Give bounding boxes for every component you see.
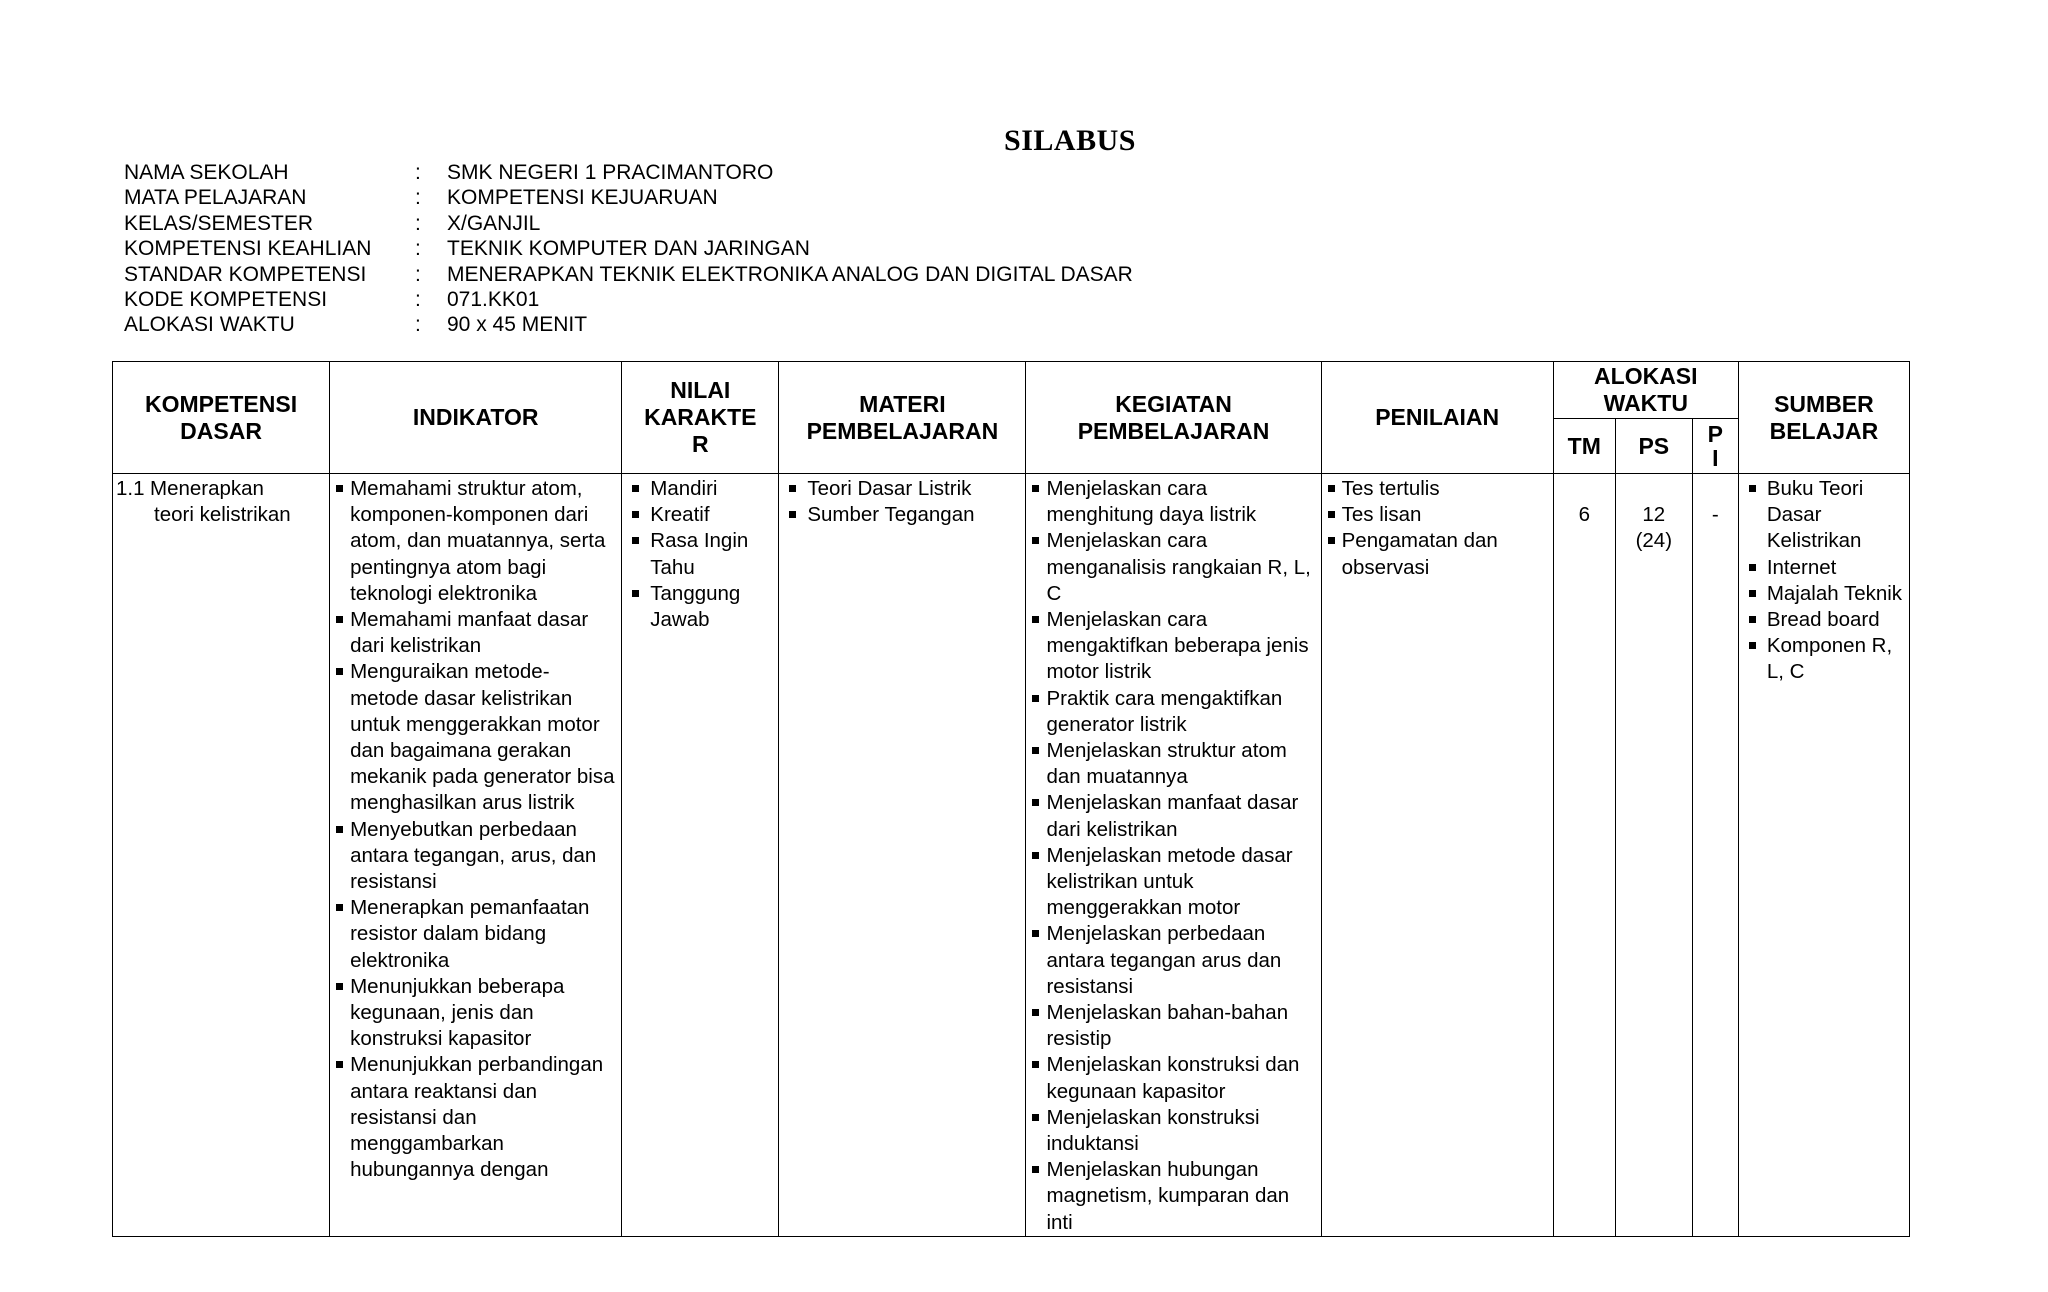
list-item: Menjelaskan cara menghitung daya listrik [1030,476,1316,528]
pi-value: - [1711,503,1719,526]
list-item: Menjelaskan konstruksi induktansi [1030,1105,1316,1157]
meta-value: 90 x 45 MENIT [447,313,588,337]
list-item: Menunjukkan beberapa kegunaan, jenis dan konstruksi kapasitor [334,974,617,1053]
meta-value: KOMPETENSI KEJUARUAN [447,186,718,210]
meta-value: MENERAPKAN TEKNIK ELEKTRONIKA ANALOG DAN DIGITAL DASAR [447,262,1133,286]
kd-title-cont: teori kelistrikan [154,503,291,527]
meta-row-kode-kompetensi [124,287,1133,312]
cell-sumber-belajar [1738,474,1909,1237]
ps-value: 12 [1642,503,1666,526]
list-item: Menjelaskan struktur atom dan muatannya [1030,738,1316,790]
list-item: Internet [1743,555,1905,581]
meta-value: X/GANJIL [447,211,541,235]
header-kegiatan-pembelajaran [1026,362,1321,474]
list-item: Menjelaskan cara mengaktifkan beberapa jenis motor listrik [1030,607,1316,686]
list-item: Bread board [1743,607,1905,633]
meta-label: ALOKASI WAKTU [124,313,295,337]
header-text: KEGIATAN [1115,390,1232,417]
meta-row-kompetensi-keahlian [124,236,1133,261]
list-item: Pengamatan dan observasi [1326,528,1549,580]
meta-value: TEKNIK KOMPUTER DAN JARINGAN [447,237,810,261]
meta-row-standar-kompetensi [124,262,1133,287]
header-penilaian [1321,362,1553,474]
kd-title: Menerapkan [150,477,264,500]
meta-label: KOMPETENSI KEAHLIAN [124,237,372,261]
cell-tm [1553,474,1615,1237]
meta-label: KODE KOMPETENSI [124,288,328,312]
cell-kompetensi-dasar [113,474,330,1237]
list-item: Menjelaskan konstruksi dan kegunaan kapasitor [1030,1052,1316,1104]
document-meta [124,160,1133,338]
list-item: Menjelaskan cara menganalisis rangkaian R, L, C [1030,528,1316,607]
list-item: Menerapkan pemanfaatan resistor dalam bidang elektronika [334,895,617,974]
list-item: Majalah Teknik [1743,581,1905,607]
list-item: Memahami manfaat dasar dari kelistrikan [334,607,617,659]
meta-colon: : [415,211,421,235]
meta-colon: : [415,161,421,184]
meta-label: MATA PELAJARAN [124,186,307,210]
cell-nilai-karakter [622,474,779,1237]
meta-label: KELAS/SEMESTER [124,211,314,235]
list-item: Menjelaskan manfaat dasar dari kelistrikan [1030,790,1316,842]
meta-row-nama-sekolah [124,160,1133,185]
list-item: Tanggung Jawab [626,581,774,633]
meta-colon: : [415,313,421,337]
list-item: Komponen R, L, C [1743,633,1905,685]
table-row [113,474,1910,1237]
header-alokasi-waktu [1553,362,1738,419]
list-item: Buku Teori Dasar Kelistrikan [1743,476,1905,555]
table-header-row [113,362,1910,419]
cell-kegiatan [1026,474,1321,1237]
header-text: MATERI [859,390,946,417]
cell-pi [1692,474,1738,1237]
list-item: Praktik cara mengaktifkan generator listrik [1030,686,1316,738]
header-text: PEMBELAJARAN [806,417,999,444]
header-tm: TM [1553,419,1615,474]
list-item: Menjelaskan hubungan magnetism, kumparan dan inti [1030,1157,1316,1236]
list-item: Tes tertulis [1326,476,1549,502]
meta-value: 071.KK01 [447,288,540,312]
list-item: Memahami struktur atom, komponen-komponen dari atom, dan muatannya, serta pentingnya atom bagi teknologi elektronika [334,476,617,607]
list-item: Menjelaskan bahan-bahan resistip [1030,1000,1316,1052]
header-sumber-belajar [1738,362,1909,474]
header-text: R [691,431,709,457]
meta-row-kelas-semester [124,211,1133,236]
header-text: PENILAIAN [1375,404,1500,430]
list-item: Menjelaskan perbedaan antara tegangan arus dan resistansi [1030,921,1316,1000]
ps-value-alt: (24) [1635,529,1673,553]
cell-indikator [330,474,622,1237]
list-item: Tes lisan [1326,502,1549,528]
header-text: PEMBELAJARAN [1077,417,1270,444]
list-item: Menguraikan metode-metode dasar kelistrikan untuk menggerakkan motor dan bagaimana gerakan mekanik pada generator bisa menghasilkan arus listrik [334,659,617,816]
header-text: WAKTU [1603,390,1688,416]
list-item: Teori Dasar Listrik [783,476,1021,502]
header-materi-pembelajaran [779,362,1026,474]
meta-label: STANDAR KOMPETENSI [124,262,367,286]
header-text: BELAJAR [1769,417,1879,444]
meta-colon: : [415,262,421,286]
tm-value: 6 [1578,503,1590,526]
meta-row-mata-pelajaran [124,185,1133,210]
header-text: DASAR [180,417,262,444]
meta-colon: : [415,186,421,210]
list-item: Mandiri [626,476,774,502]
header-ps: PS [1615,419,1692,474]
header-indikator [330,362,622,474]
header-text: ALOKASI [1594,363,1698,389]
header-text: SUMBER [1774,390,1874,417]
header-text: KOMPETENSI [145,390,298,417]
cell-materi [779,474,1026,1237]
list-item: Menyebutkan perbedaan antara tegangan, arus, dan resistansi [334,817,617,896]
list-item: Kreatif [626,502,774,528]
syllabus-table [112,361,1910,1237]
kd-number: 1.1 [116,477,145,500]
header-text: NILAI [670,377,731,403]
meta-row-alokasi-waktu [124,312,1133,337]
list-item: Rasa Ingin Tahu [626,528,774,580]
header-text: INDIKATOR [412,404,539,430]
cell-ps [1615,474,1692,1237]
header-kompetensi-dasar [113,362,330,474]
meta-label: NAMA SEKOLAH [124,161,289,184]
list-item: Menjelaskan metode dasar kelistrikan untuk menggerakkan motor [1030,843,1316,922]
document-title: SILABUS [1004,124,1136,157]
cell-penilaian [1321,474,1553,1237]
list-item: Menunjukkan perbandingan antara reaktansi dan resistansi dan menggambarkan hubungannya dengan [334,1052,617,1183]
header-pi [1692,419,1738,474]
list-item: Sumber Tegangan [783,502,1021,528]
header-text: I [1712,445,1719,471]
meta-value: SMK NEGERI 1 PRACIMANTORO [447,161,774,184]
header-nilai-karakter [622,362,779,474]
meta-colon: : [415,237,421,261]
meta-colon: : [415,288,421,312]
header-text: P [1707,421,1723,447]
header-text: KARAKTE [644,404,757,430]
